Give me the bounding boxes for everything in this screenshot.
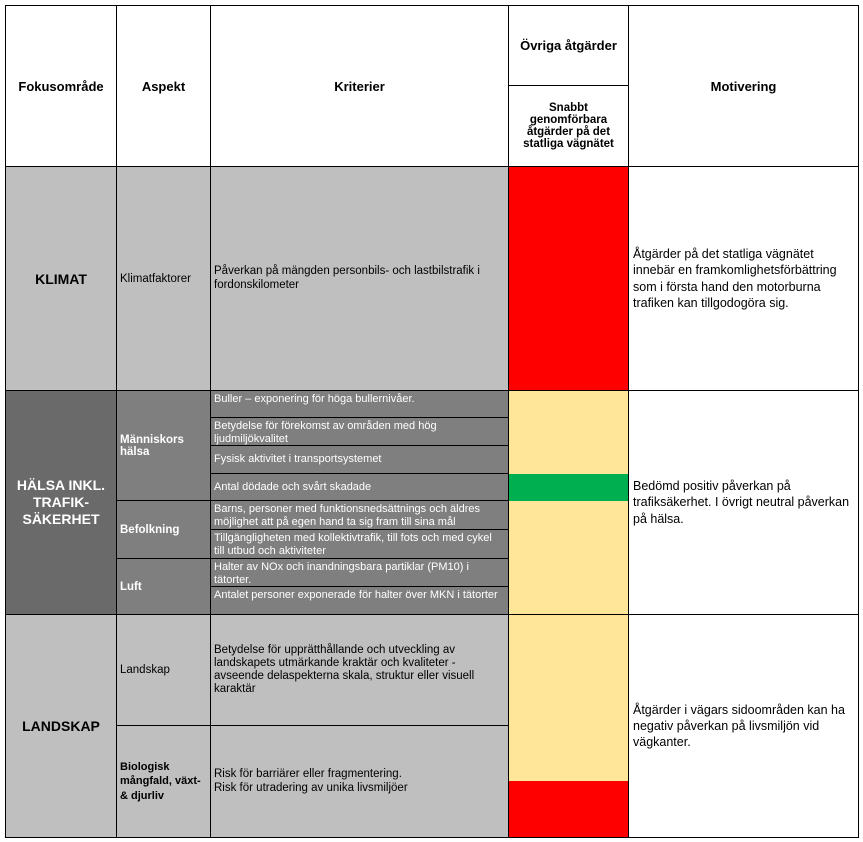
aspect-landskap bbox=[116, 614, 211, 726]
criterion-landskapets-karaktar-label: Betydelse för upprätthållande och utveckling av landskapets utmärkande kraktär och kvaliteter - avseende delaspekterna skala, struktur eller visuell karaktär bbox=[214, 643, 475, 696]
rating-halsa-yellow-top bbox=[509, 391, 628, 474]
aspect-klimatfaktorer-label: Klimatfaktorer bbox=[120, 272, 191, 285]
criterion-fysisk-aktivitet bbox=[210, 445, 509, 474]
header-motivering-label: Motivering bbox=[710, 78, 777, 94]
header-aspekt-label: Aspekt bbox=[141, 78, 186, 94]
header-snabbt-label: Snabbt genomförbara åtgärder på det statliga vägnätet bbox=[523, 102, 614, 150]
criterion-mkn-label: Antalet personer exponerade för halter över MKN i tätorter bbox=[214, 589, 498, 601]
criterion-buller-label: Buller – exponering för höga bullernivåer. bbox=[214, 393, 415, 405]
criterion-dodade bbox=[210, 473, 509, 501]
criterion-kollektivtrafik-label: Tillgängligheten med kollektivtrafik, till fots och med cykel till utbud och aktiviteter bbox=[214, 532, 492, 557]
rating-halsa-yellow-bottom bbox=[509, 501, 628, 614]
motivering-halsa-label: Bedömd positiv påverkan på trafiksäkerhet. I övrigt neutral påverkan på hälsa. bbox=[633, 479, 850, 526]
motivering-landskap-label: Åtgärder i vägars sidoområden kan ha negativ påverkan på livsmiljön vid vägkanter. bbox=[633, 702, 845, 750]
criterion-mkn bbox=[210, 586, 509, 615]
aspect-luft bbox=[116, 558, 211, 615]
rating-divider-1 bbox=[508, 390, 629, 391]
motivering-halsa bbox=[628, 390, 859, 615]
header-motivering bbox=[628, 5, 859, 167]
focus-landskap-label: LANDSKAP bbox=[22, 718, 100, 734]
criterion-fysisk-aktivitet-label: Fysisk aktivitet i transportsystemet bbox=[214, 453, 382, 466]
header-fokusomrade-label: Fokusområde bbox=[18, 78, 104, 94]
criterion-barn-label: Barns, personer med funktionsnedsättnings och äldres möjlighet att på egen hand ta sig fram till sina mål bbox=[214, 503, 480, 528]
rating-biologisk-red bbox=[509, 781, 628, 837]
focus-klimat-label: KLIMAT bbox=[35, 270, 87, 287]
criterion-barn bbox=[210, 500, 509, 530]
rating-divider-bottom bbox=[508, 837, 629, 838]
motivering-landskap bbox=[628, 614, 859, 838]
aspect-landskap-label: Landskap bbox=[120, 664, 170, 676]
header-aspekt bbox=[116, 5, 211, 167]
aspect-manniskors-halsa-label: Människors hälsa bbox=[120, 433, 184, 458]
motivering-klimat-label: Åtgärder på det statliga vägnätet innebär en framkomlighetsförbättring som i första hand den motorburna trafiken kan tillgodogöra sig. bbox=[633, 247, 837, 310]
criterion-dodade-label: Antal dödade och svårt skadade bbox=[214, 480, 372, 493]
aspect-manniskors-halsa bbox=[116, 390, 211, 501]
criterion-buller bbox=[210, 390, 509, 418]
rating-trafiksakerhet-green bbox=[509, 474, 628, 501]
header-ovriga bbox=[508, 5, 629, 86]
rating-landskap-yellow bbox=[509, 615, 628, 781]
criterion-ljudmiljo-label: Betydelse för förekomst av områden med hög ljudmiljökvalitet bbox=[214, 420, 437, 445]
rating-klimat-red bbox=[509, 167, 628, 390]
header-snabbt bbox=[508, 85, 629, 167]
rating-column-right-border bbox=[628, 166, 629, 838]
header-fokusomrade bbox=[5, 5, 117, 167]
criterion-nox-label: Halter av NOx och inandningsbara partiklar (PM10) i tätorter. bbox=[214, 561, 469, 586]
criterion-barriarer bbox=[210, 725, 509, 838]
focus-landskap bbox=[5, 614, 117, 838]
aspect-biologisk-mangfald bbox=[116, 725, 211, 838]
criterion-klimat bbox=[210, 166, 509, 391]
header-kriterier-label: Kriterier bbox=[334, 78, 385, 94]
aspect-klimatfaktorer bbox=[116, 166, 211, 391]
criterion-ljudmiljo bbox=[210, 417, 509, 446]
criterion-kollektivtrafik bbox=[210, 529, 509, 559]
criterion-klimat-label: Påverkan på mängden personbils- och lastbilstrafik i fordonskilometer bbox=[214, 265, 480, 291]
aspect-luft-label: Luft bbox=[120, 580, 142, 593]
aspect-befolkning bbox=[116, 500, 211, 559]
rating-divider-2 bbox=[508, 614, 629, 615]
aspect-biologisk-mangfald-label: Biologisk mångfald, växt- & djurliv bbox=[120, 761, 201, 802]
focus-halsa bbox=[5, 390, 117, 615]
criterion-landskapets-karaktar bbox=[210, 614, 509, 726]
motivering-klimat bbox=[628, 166, 859, 391]
header-ovriga-label: Övriga åtgärder bbox=[520, 38, 617, 53]
rating-column-left-border bbox=[508, 166, 509, 838]
focus-halsa-label: HÄLSA INKL. TRAFIK-SÄKERHET bbox=[16, 477, 106, 527]
focus-klimat bbox=[5, 166, 117, 391]
header-kriterier bbox=[210, 5, 509, 167]
aspect-befolkning-label: Befolkning bbox=[120, 523, 180, 536]
criterion-barriarer-label: Risk för barriärer eller fragmentering. Risk för utradering av unika livsmiljöer bbox=[214, 768, 408, 794]
criterion-nox bbox=[210, 558, 509, 587]
